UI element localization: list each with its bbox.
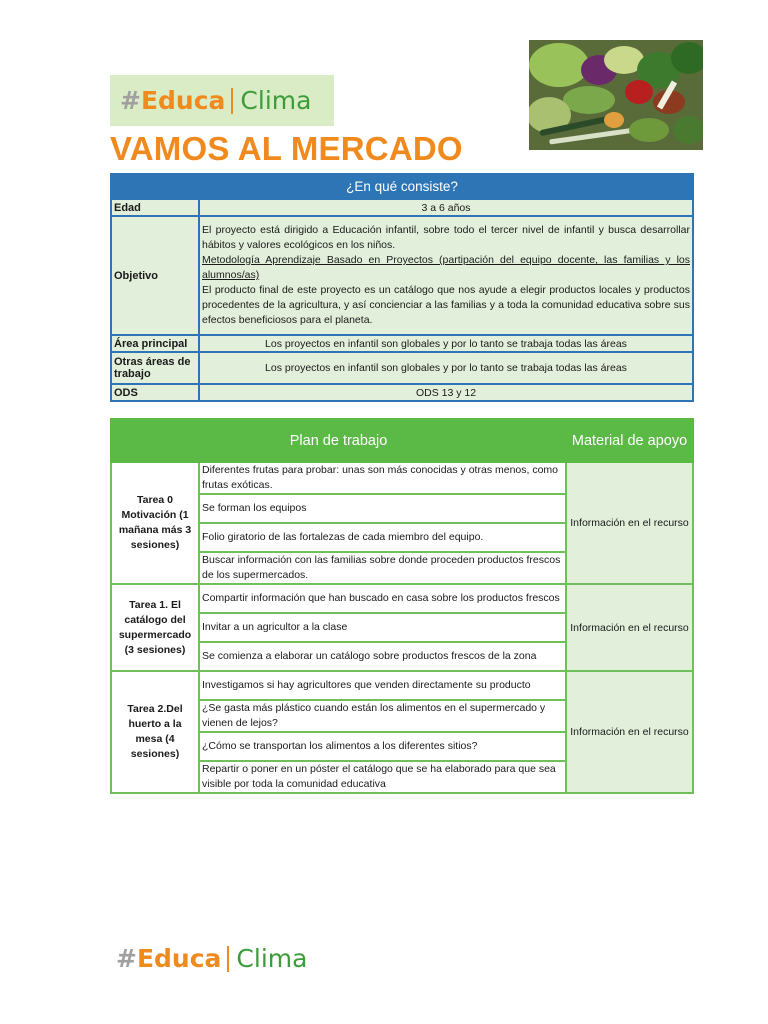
task-activity: Folio giratorio de las fortalezas de cada miembro del equipo. [199,523,566,552]
info-table [110,173,694,402]
logo-hash: # [120,86,141,115]
ods-label: ODS [111,384,199,401]
educaclima-logo [110,75,334,126]
plan-table [110,418,694,794]
area-principal-value: Los proyectos en infantil son globales y por lo tanto se trabaja todas las áreas [199,335,693,352]
task-name: Tarea 1. El catálogo del supermercado (3 sesiones) [111,584,199,671]
otras-areas-value: Los proyectos en infantil son globales y por lo tanto se trabaja todas las áreas [199,352,693,384]
edad-label: Edad [111,199,199,216]
plan-header: Plan de trabajo [111,419,566,462]
footer-educaclima-logo [116,944,307,973]
task-activity: Compartir información que han buscado en casa sobre los productos frescos [199,584,566,613]
edad-value: 3 a 6 años [199,199,693,216]
material-header: Material de apoyo [566,419,693,462]
objetivo-label: Objetivo [111,216,199,335]
logo-clima: Clima [240,86,312,115]
page-title: VAMOS AL MERCADO [110,130,463,167]
objetivo-paragraph-2: Metodología Aprendizaje Basado en Proyectos (partipación del equipo docente, las familias y los alumnos/as) [202,254,690,281]
task-activity: Invitar a un agricultor a la clase [199,613,566,642]
logo-educa: Educa [140,86,226,115]
task-material: Información en el recurso [566,462,693,584]
task-name: Tarea 0 Motivación (1 mañana más 3 sesiones) [111,462,199,584]
vegetables-photo [529,40,703,150]
task-activity: Repartir o poner en un póster el catálogo que se ha elaborado para que sea visible por toda la comunidad educativa [199,761,566,793]
task-activity: Buscar información con las familias sobre donde proceden productos frescos de los supermercados. [199,552,566,584]
task-activity: Diferentes frutas para probar: unas son más conocidas y otras menos, como frutas exóticas. [199,462,566,494]
task-activity: Se comienza a elaborar un catálogo sobre productos frescos de la zona [199,642,566,671]
objetivo-paragraph-3: El producto final de este proyecto es un catálogo que nos ayude a elegir productos locales y productos procedentes de la agricultura, y así concienciar a las familias y a toda la comunidad educativa sobre sus efectos beneficiosos para el planeta. [202,284,690,326]
task-activity: Investigamos si hay agricultores que venden directamente su producto [199,671,566,700]
area-principal-label: Área principal [111,335,199,352]
task-material: Información en el recurso [566,584,693,671]
otras-areas-label: Otras áreas de trabajo [111,352,199,384]
task-activity: ¿Se gasta más plástico cuando están los alimentos en el supermercado y vienen de lejos? [199,700,566,732]
ods-value: ODS 13 y 12 [199,384,693,401]
footer-logo-educa: Educa [136,944,222,973]
footer-logo-hash: # [116,944,137,973]
task-name: Tarea 2.Del huerto a la mesa (4 sesiones) [111,671,199,793]
info-table-header: ¿En qué consiste? [111,174,693,199]
footer-logo-clima: Clima [236,944,308,973]
task-material: Información en el recurso [566,671,693,793]
objetivo-value [199,216,693,335]
task-activity: ¿Cómo se transportan los alimentos a los diferentes sitios? [199,732,566,761]
footer-logo-divider [227,946,229,972]
logo-divider [231,88,233,114]
objetivo-paragraph-1: El proyecto está dirigido a Educación infantil, sobre todo el tercer nivel de infantil y busca desarrollar hábitos y valores ecológicos en los niños. [202,224,690,251]
task-activity: Se forman los equipos [199,494,566,523]
